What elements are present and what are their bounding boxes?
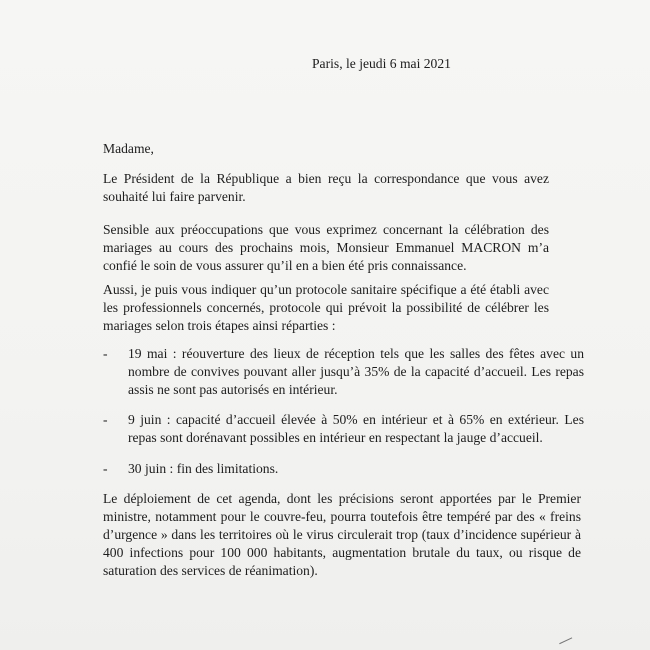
signature-stroke (559, 637, 575, 649)
list-bullet: - (103, 461, 108, 476)
list-item-text: 30 juin : fin des limitations. (128, 461, 279, 476)
paragraph-emergency-brakes: Le déploiement de cet agenda, dont les précisions seront apportées par le Premier ministre, notamment pour le couvre-feu, pourra toutefois être tempéré par des « freins d’urgence » dans les territoires où le virus circulerait trop (taux d’incidence supérieur à 400 infections pour 100 000 habitants, augmentation brutale du taux, ou risque de saturation des services de réanimation). (103, 491, 581, 578)
paragraph-protocol: Aussi, je puis vous indiquer qu’un protocole sanitaire spécifique a été établi avec les professionnels concernés, protocole qui prévoit la possibilité de célébrer les mariages selon trois étapes ainsi réparties : (103, 282, 549, 333)
salutation: Madame, (103, 141, 154, 156)
list-item-text: 19 mai : réouverture des lieux de réception tels que les salles des fêtes avec un nombre de convives pouvant aller jusqu’à 35% de la capacité d’accueil. Les repas assis ne sont pas autorisés en intérieur. (128, 346, 584, 397)
paragraph-concerns: Sensible aux préoccupations que vous exprimez concernant la célébration des mariages au cours des prochains mois, Monsieur Emmanuel MACRON m’a confié le soin de vous assurer qu’il en a bien été pris connaissance. (103, 222, 549, 273)
list-bullet: - (103, 346, 108, 361)
list-item-text: 9 juin : capacité d’accueil élevée à 50% en intérieur et à 65% en extérieur. Les repas sont dorénavant possibles en intérieur en respectant la jauge d’accueil. (128, 412, 584, 445)
paragraph-acknowledgement: Le Président de la République a bien reçu la correspondance que vous avez souhaité lui faire parvenir. (103, 171, 549, 204)
list-bullet: - (103, 412, 108, 427)
letter-date: Paris, le jeudi 6 mai 2021 (312, 56, 451, 71)
